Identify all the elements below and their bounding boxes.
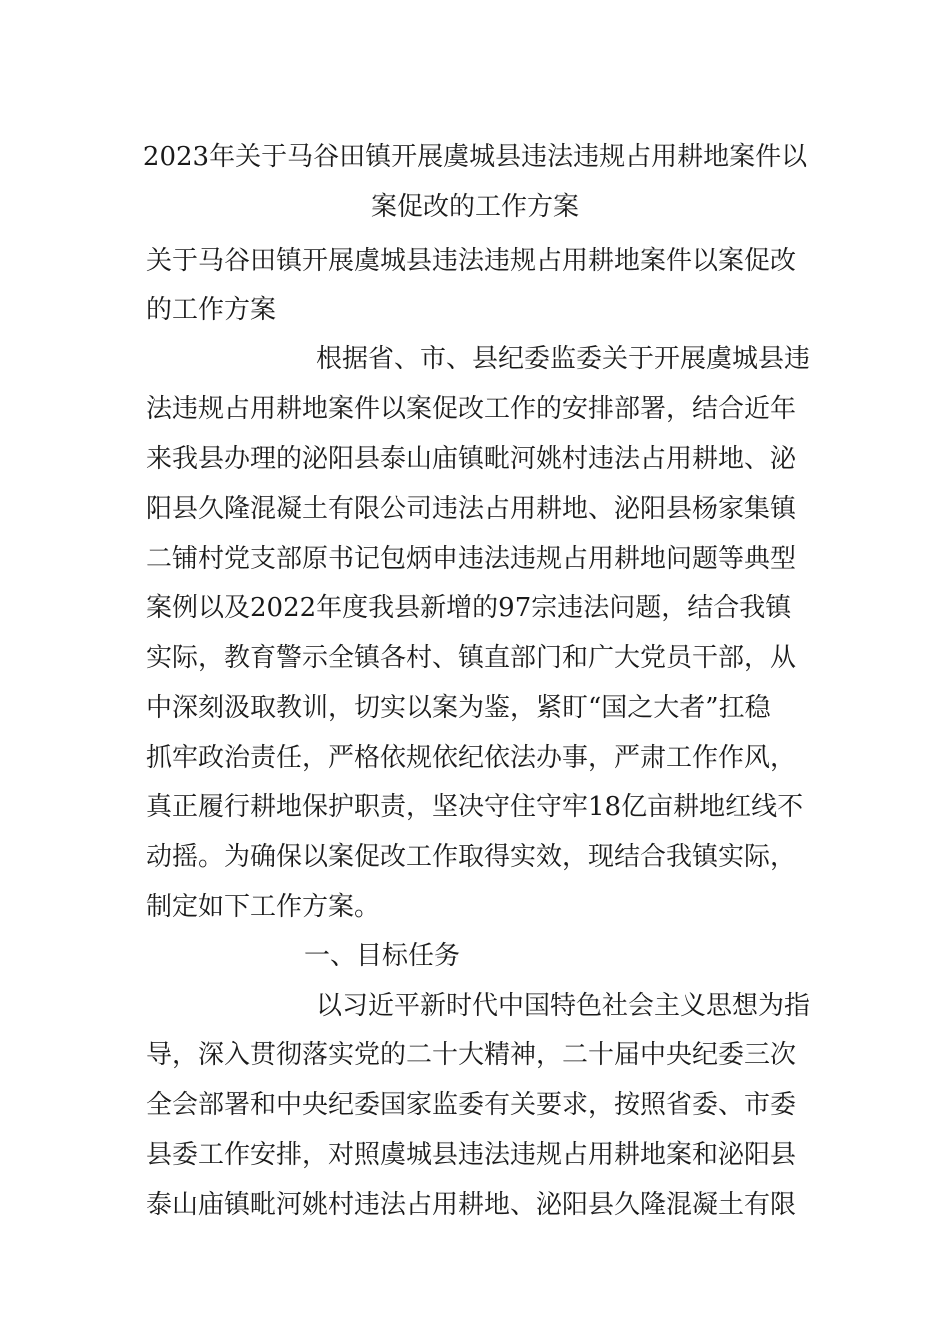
document-title-line-2: 案促改的工作方案 (370, 192, 579, 222)
paragraph-2-line: 县委工作安排，对照虞城县违法违规占用耕地案和泌阳县 (146, 1140, 797, 1170)
paragraph-1-line: 实际，教育警示全镇各村、镇直部门和广大党员干部，从 (146, 643, 797, 673)
paragraph-1-line: 动摇。为确保以案促改工作取得实效，现结合我镇实际， (146, 842, 797, 872)
subtitle-line-1: 关于马谷田镇开展虞城县违法违规占用耕地案件以案促改 (146, 246, 797, 276)
paragraph-1-line: 来我县办理的泌阳县泰山庙镇毗河姚村违法占用耕地、泌 (146, 444, 797, 474)
paragraph-2-line: 以习近平新时代中国特色社会主义思想为指 (316, 991, 811, 1021)
paragraph-1-line: 二铺村党支部原书记包炳申违法违规占用耕地问题等典型 (146, 544, 797, 574)
paragraph-1-line: 案例以及2022年度我县新增的97宗违法问题，结合我镇 (146, 593, 792, 623)
paragraph-1-line: 根据省、市、县纪委监委关于开展虞城县违 (316, 344, 811, 374)
paragraph-2-line: 泰山庙镇毗河姚村违法占用耕地、泌阳县久隆混凝土有限 (146, 1190, 797, 1220)
paragraph-2-line: 全会部署和中央纪委国家监委有关要求，按照省委、市委 (146, 1090, 797, 1120)
paragraph-2-line: 导，深入贯彻落实党的二十大精神，二十届中央纪委三次 (146, 1040, 797, 1070)
document-title-line-1: 2023年关于马谷田镇开展虞城县违法违规占用耕地案件以 (142, 142, 808, 172)
paragraph-1-line: 真正履行耕地保护职责，坚决守住守牢18亿亩耕地红线不 (146, 792, 804, 822)
section-heading-target-tasks: 一、目标任务 (304, 941, 461, 971)
paragraph-1-line: 抓牢政治责任，严格依规依纪依法办事，严肃工作作风， (146, 743, 797, 773)
paragraph-1-line: 中深刻汲取教训，切实以案为鉴，紧盯“国之大者”扛稳 (146, 693, 771, 723)
paragraph-1-line: 法违规占用耕地案件以案促改工作的安排部署，结合近年 (146, 394, 797, 424)
paragraph-1-line: 阳县久隆混凝土有限公司违法占用耕地、泌阳县杨家集镇 (146, 494, 797, 524)
subtitle-line-2: 的工作方案 (146, 295, 277, 325)
paragraph-1-line: 制定如下工作方案。 (146, 892, 381, 922)
